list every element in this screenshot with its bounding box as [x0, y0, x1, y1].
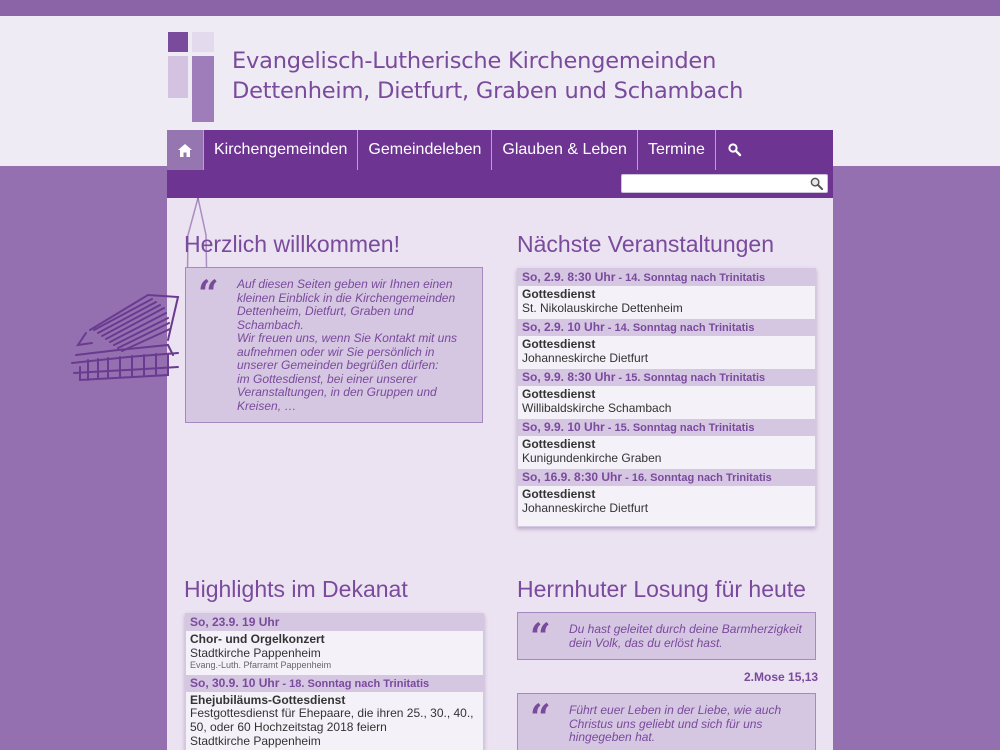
- highlights-list: [185, 613, 484, 750]
- event-date: So, 23.9. 19 Uhr: [186, 614, 483, 631]
- event-title: Gottesdienst: [522, 287, 596, 301]
- welcome-quote-box: [185, 267, 483, 423]
- event-title: Gottesdienst: [522, 487, 596, 501]
- event-date: So, 2.9. 10 Uhr - 14. Sonntag nach Trinitatis: [518, 319, 815, 336]
- welcome-paragraph3: im Gottesdienst, bei einer unserer Veranstaltungen, in den Gruppen und Kreisen, …: [237, 371, 437, 413]
- nav-search-toggle[interactable]: [716, 130, 754, 170]
- nav-item-gemeindeleben[interactable]: Gemeindeleben: [358, 130, 492, 170]
- events-heading: Nächste Veranstaltungen: [517, 231, 775, 257]
- top-strip: [0, 0, 1000, 16]
- event-date: So, 16.9. 8:30 Uhr - 16. Sonntag nach Trinitatis: [518, 469, 815, 486]
- event-title: Gottesdienst: [522, 387, 596, 401]
- magnifier-icon[interactable]: [810, 177, 823, 190]
- nav-item-termine[interactable]: Termine: [638, 130, 716, 170]
- quote-icon: “: [530, 616, 551, 658]
- nav-item-glauben-leben[interactable]: Glauben & Leben: [492, 130, 638, 170]
- event-place: St. Nikolauskirche Dettenheim: [522, 301, 683, 315]
- lehrtext-quote-box: [517, 693, 816, 750]
- home-icon: [178, 144, 192, 157]
- event-title: Gottesdienst: [522, 437, 596, 451]
- event-place: Stadtkirche Pappenheim: [190, 734, 321, 748]
- event-place: Kunigundenkirche Graben: [522, 451, 662, 465]
- list-item[interactable]: [518, 469, 815, 519]
- event-date: So, 9.9. 8:30 Uhr - 15. Sonntag nach Trinitatis: [518, 369, 815, 386]
- welcome-heading: Herzlich willkommen!: [184, 231, 400, 257]
- event-description: Festgottesdienst für Ehepaare, die ihren 25., 30., 40., 50, oder 60 Hochzeitstag 2018 feiern: [190, 706, 474, 734]
- event-date: So, 2.9. 8:30 Uhr - 14. Sonntag nach Trinitatis: [518, 269, 815, 286]
- list-item[interactable]: [186, 614, 483, 675]
- event-date: So, 30.9. 10 Uhr - 18. Sonntag nach Trinitatis: [186, 675, 483, 692]
- lehrtext-verse: Führt euer Leben in der Liebe, wie auch Christus uns geliebt und sich für uns hingegeben hat.: [569, 703, 782, 744]
- event-date: So, 9.9. 10 Uhr - 15. Sonntag nach Trinitatis: [518, 419, 815, 436]
- list-item[interactable]: [518, 419, 815, 469]
- event-title: Ehejubiläums-Gottesdienst: [190, 693, 346, 707]
- event-place: Stadtkirche Pappenheim: [190, 646, 321, 660]
- quote-icon: “: [530, 697, 551, 739]
- welcome-text: [237, 278, 477, 413]
- search-input[interactable]: [622, 176, 807, 193]
- event-place: Johanneskirche Dietfurt: [522, 501, 649, 515]
- list-item[interactable]: [518, 269, 815, 319]
- site-title[interactable]: [232, 46, 743, 106]
- nav-item-kirchengemeinden[interactable]: Kirchengemeinden: [204, 130, 358, 170]
- search-icon: [728, 143, 742, 157]
- list-item[interactable]: [186, 675, 483, 750]
- list-item[interactable]: [518, 369, 815, 419]
- church-logo[interactable]: [168, 32, 214, 122]
- search-field[interactable]: [621, 174, 828, 193]
- losung-quote-box: [517, 612, 816, 660]
- events-list: [517, 268, 816, 527]
- event-organizer: Evang.-Luth. Pfarramt Pappenheim: [190, 660, 332, 670]
- list-item[interactable]: [518, 319, 815, 369]
- welcome-paragraph1: Auf diesen Seiten geben wir Ihnen einen kleinen Einblick in die Kirchengemeinden Dettenheim, Dietfurt, Graben und Schambach.: [237, 277, 456, 332]
- losung-reference: 2.Mose 15,13: [744, 670, 819, 684]
- losung-verse: Du hast geleitet durch deine Barmherzigkeit dein Volk, das du erlöst hast.: [569, 622, 802, 650]
- nav-home[interactable]: [167, 130, 204, 170]
- site-title-line2: Dettenheim, Dietfurt, Graben und Schambach: [232, 78, 744, 104]
- highlights-heading: Highlights im Dekanat: [184, 576, 408, 602]
- site-title-line1: Evangelisch-Lutherische Kirchengemeinden: [232, 48, 717, 74]
- quote-icon: “: [198, 273, 219, 315]
- welcome-paragraph2: Wir freuen uns, wenn Sie Kontakt mit uns aufnehmen oder wir Sie persönlich in unserer Gemeinden begrüßen dürfen:: [237, 331, 457, 372]
- search-bar: [167, 170, 833, 198]
- main-navigation: [167, 130, 833, 170]
- event-place: Willibaldskirche Schambach: [522, 401, 672, 415]
- event-place: Johanneskirche Dietfurt: [522, 351, 649, 365]
- losung-heading: Herrnhuter Losung für heute: [517, 576, 806, 602]
- event-title: Gottesdienst: [522, 337, 596, 351]
- event-title: Chor- und Orgelkonzert: [190, 632, 325, 646]
